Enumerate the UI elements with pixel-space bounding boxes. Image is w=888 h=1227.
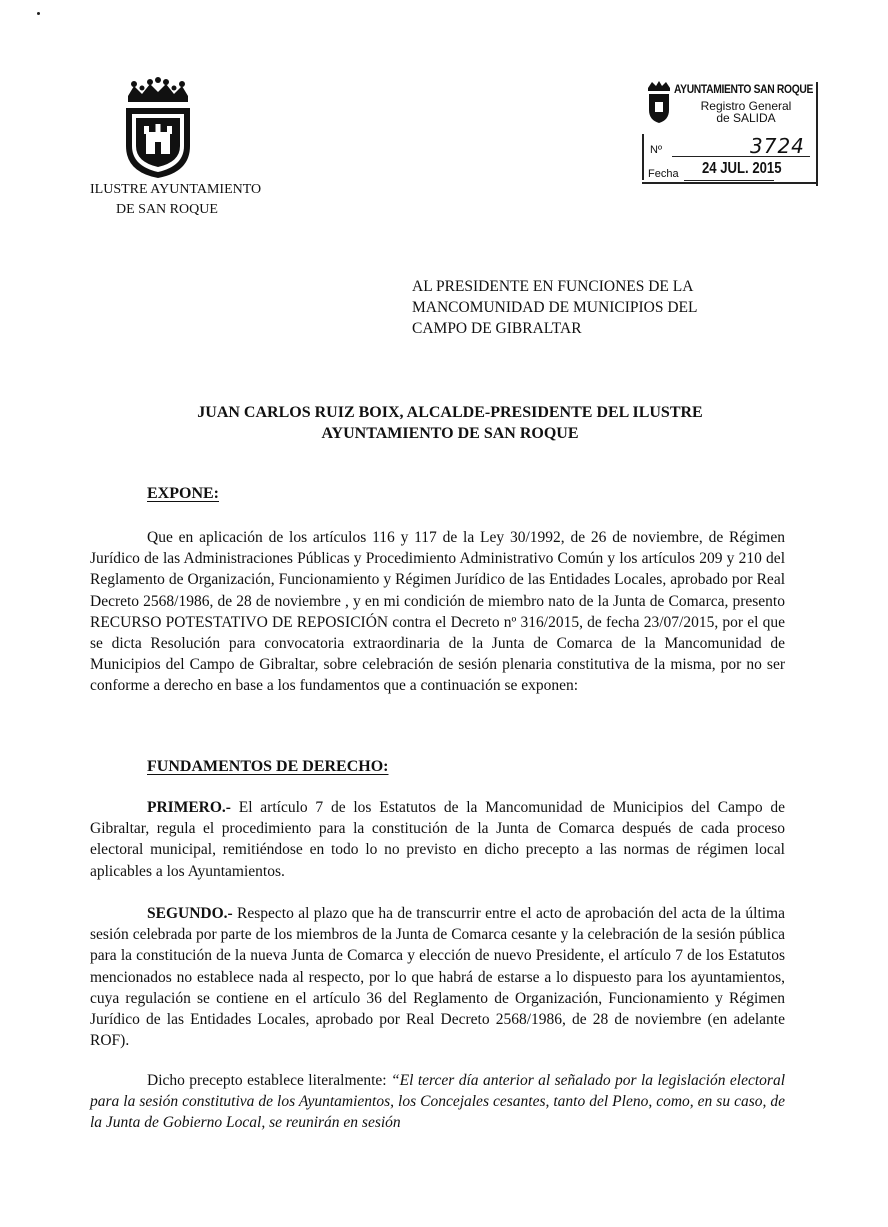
stamp-date-label: Fecha xyxy=(648,168,679,180)
coat-of-arms-logo xyxy=(120,76,196,180)
stamp-border xyxy=(642,134,644,180)
document-heading xyxy=(100,402,800,444)
stamp-coat-icon xyxy=(646,80,672,126)
primero-paragraph xyxy=(90,797,785,882)
segundo-text: Respecto al plazo que ha de transcurrir entre el acto de aprobación del acta de la última sesión celebrada por parte de los miembros de la Junta de Comarca cesante y la celebración de la sesión pública para la constitución de la nueva Junta de Comarca y elección de nuevo Presidente, el artículo 7 de los Estatutos mencionados no establece nada al respecto, por lo que habrá de estarse a lo dispuesto para los ayuntamientos, cuya regulación se contiene en el artículo 36 del Reglamento de Organización, Funcionamiento y Régimen Jurídico de las Entidades Locales, aprobado por Real Decreto 2568/1986, de 28 de noviembre (en adelante ROF). xyxy=(90,905,785,1050)
stamp-border xyxy=(816,82,818,186)
addressee-line-3: CAMPO DE GIBRALTAR xyxy=(412,320,582,337)
precepto-text: Dicho precepto establece literalmente: xyxy=(147,1072,392,1089)
expone-paragraph: Que en aplicación de los artículos 116 y 117 de la Ley 30/1992, de 26 de noviembre, de Régimen Jurídico de las Administraciones Públicas y Procedimiento Administrativo Común y los artículos 209 y 210 del Reglamento de Organización, Funcionamiento y Régimen Jurídico de las Entidades Locales, aprobado por Real Decreto 2568/1986, de 28 de noviembre , y en mi condición de miembro nato de la Junta de Comarca, presento RECURSO POTESTATIVO DE REPOSICIÓN contra el Decreto nº 316/2015, de fecha 23/07/2015, por el que se dicta Resolución para convocatoria extraordinaria de la Junta de Comarca de la Mancomunidad de Municipios del Campo de Gibraltar, sobre celebración de sesión plenaria constitutiva de la misma, por no ser conforme a derecho en base a los fundamentos que a continuación se exponen: xyxy=(90,529,785,695)
stamp-border xyxy=(642,182,818,184)
organization-name xyxy=(90,180,261,220)
stamp-register xyxy=(686,100,806,124)
addressee-line-1: AL PRESIDENTE EN FUNCIONES DE LA xyxy=(412,278,694,295)
stamp-date-value: 24 JUL. 2015 xyxy=(702,160,782,177)
heading-line-2: AYUNTAMIENTO DE SAN ROQUE xyxy=(321,425,579,442)
stamp-title: AYUNTAMIENTO SAN ROQUE xyxy=(674,82,814,96)
org-line-2: DE SAN ROQUE xyxy=(116,202,218,217)
stamp-register-line-1: Registro General xyxy=(700,99,792,113)
addressee-line-2: MANCOMUNIDAD DE MUNICIPIOS DEL xyxy=(412,299,698,316)
heading-line-1: JUAN CARLOS RUIZ BOIX, ALCALDE-PRESIDENTE DEL ILUSTRE xyxy=(197,404,703,421)
primero-text: El artículo 7 de los Estatutos de la Mancomunidad de Municipios del Campo de Gibraltar, regula el procedimiento para la constitución de la Junta de Comarca después de cada proceso electoral municipal, remitiéndose en todo lo no previsto en dicho precepto a las normas de régimen local aplicables a los Ayuntamientos. xyxy=(90,799,785,880)
primero-label: PRIMERO.- xyxy=(147,799,231,816)
expone-title: EXPONE: xyxy=(147,485,219,502)
precepto-paragraph xyxy=(90,1070,785,1134)
scan-speck xyxy=(37,12,40,15)
stamp-number-value: 3724 xyxy=(750,134,805,158)
addressee-block xyxy=(412,276,697,339)
stamp-number-label: Nº xyxy=(650,144,662,156)
stamp-date-line xyxy=(684,180,774,181)
precepto-quote: “El tercer día anterior al señalado por la legislación electoral para la sesión constitutiva de los Ayuntamientos, los Concejales cesantes, tanto del Pleno, como, en su caso, de la Junta de Gobierno Local, se reunirán en sesión xyxy=(90,1072,785,1132)
registry-stamp xyxy=(640,80,818,190)
org-line-1: ILUSTRE AYUNTAMIENTO xyxy=(90,182,262,197)
segundo-label: SEGUNDO.- xyxy=(147,905,233,922)
fundamentos-title: FUNDAMENTOS DE DERECHO: xyxy=(147,758,389,775)
segundo-paragraph xyxy=(90,903,785,1051)
stamp-register-line-2: de SALIDA xyxy=(716,111,776,125)
